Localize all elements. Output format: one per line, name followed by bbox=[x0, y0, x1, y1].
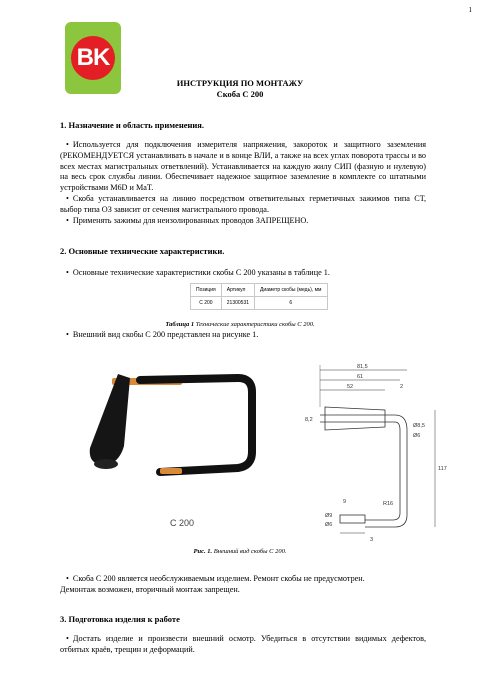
table-cell: 6 bbox=[255, 297, 327, 310]
table-header-cell: Диаметр скобы (медь), мм bbox=[255, 284, 327, 297]
section3-heading: 3. Подготовка изделия к работе bbox=[60, 614, 180, 624]
cone-tip bbox=[94, 459, 118, 469]
section2-p3-text: Скоба С 200 является необслуживаемым изделием. Ремонт скобы не предусмотрен. bbox=[72, 574, 365, 583]
page-number: 1 bbox=[468, 6, 472, 14]
section1-p3-text: Применять зажимы для неизолированных проводов ЗАПРЕЩЕНО. bbox=[72, 216, 309, 225]
bullet bbox=[60, 268, 73, 277]
table-row bbox=[191, 297, 328, 310]
drawing-cone bbox=[325, 407, 385, 430]
copper-pin-lower bbox=[160, 468, 182, 474]
section1-paragraph1 bbox=[60, 140, 426, 194]
section1-p2-text: Скоба устанавливается на линию посредством ответвительных герметичных зажимов типа СТ, выбор типа ОЗ зависит от сечения магистрального провода. bbox=[60, 194, 426, 214]
dim-label: 61 bbox=[357, 374, 364, 380]
section3-paragraph1 bbox=[60, 634, 426, 656]
figure-caption-text: Внешний вид скобы С 200. bbox=[212, 548, 287, 555]
section1-heading: 1. Назначение и область применения. bbox=[60, 120, 205, 130]
bullet bbox=[60, 330, 73, 339]
bullet bbox=[60, 140, 73, 149]
section1-paragraph2 bbox=[60, 194, 426, 216]
technical-drawing bbox=[295, 355, 455, 545]
table-header-cell: Артикул bbox=[221, 284, 254, 297]
section3-p1-text: Достать изделие и произвести внешний осмотр. Убедиться в отсутствии видимых дефектов, отбитых краёв, трещин и деформаций. bbox=[60, 634, 426, 654]
document-title: ИНСТРУКЦИЯ ПО МОНТАЖУ bbox=[176, 78, 304, 88]
table-caption-prefix: Таблица 1 bbox=[165, 321, 195, 328]
section2-heading: 2. Основные технические характеристики. bbox=[60, 246, 225, 256]
cone-cover bbox=[90, 374, 130, 464]
dim-label: R16 bbox=[383, 501, 394, 507]
section2-paragraph1 bbox=[60, 268, 426, 279]
table-cell: 21300531 bbox=[221, 297, 254, 310]
dim-label: Ø6 bbox=[325, 522, 333, 528]
table-caption-text: Технические характеристики скобы С 200. bbox=[194, 321, 315, 328]
bullet bbox=[60, 634, 73, 643]
spec-table bbox=[190, 283, 328, 310]
figure-caption bbox=[0, 548, 480, 555]
figure-caption-prefix: Рис. 1. bbox=[193, 548, 213, 555]
table-cell: С 200 bbox=[191, 297, 222, 310]
photo-label: C 200 bbox=[170, 518, 195, 528]
bullet bbox=[60, 216, 73, 225]
section2-p1-text: Основные технические характеристики скобы С 200 указаны в таблице 1. bbox=[72, 268, 330, 277]
section2-paragraph2 bbox=[60, 330, 426, 341]
logo-mark: BK bbox=[71, 36, 115, 80]
dim-label: 117 bbox=[438, 466, 447, 472]
dim-label: 2 bbox=[400, 384, 404, 390]
dim-label: Ø6 bbox=[413, 433, 421, 439]
dim-label: Ø8,5 bbox=[413, 423, 425, 429]
dim-label: 3 bbox=[370, 537, 374, 543]
document-subtitle: Скоба С 200 bbox=[216, 89, 264, 99]
dim-label: Ø9 bbox=[325, 513, 333, 519]
section2-p2-text: Внешний вид скобы С 200 представлен на рисунке 1. bbox=[72, 330, 259, 339]
section1-p1-text: Используется для подключения измерителя напряжения, закороток и защитного заземления (РЕКОМЕНДУЕТСЯ устанавливать в начале и в конце ВЛИ, а также на всех углах поворота трассы и во всех местах магистральных ответвлений). Устанавливается на каждую жилу СИП (фазную и нулевую) на весь срок службы линии. Обеспечивает надежное защитное заземление в комплекте со штатными устройствами M6D и MaT. bbox=[60, 140, 426, 193]
insulated-frame bbox=[140, 378, 252, 472]
drawing-frame bbox=[365, 415, 407, 527]
bullet bbox=[60, 574, 73, 583]
dim-label: 81,5 bbox=[357, 364, 368, 370]
dim-label: 52 bbox=[347, 384, 354, 390]
table-header-row bbox=[191, 284, 328, 297]
table-caption bbox=[0, 321, 480, 328]
bracket-photo bbox=[60, 360, 250, 530]
drawing-pin bbox=[340, 515, 365, 523]
bullet bbox=[60, 194, 73, 203]
section1-paragraph3 bbox=[60, 216, 426, 227]
section2-paragraph3 bbox=[60, 574, 426, 585]
table-header-cell: Позиция bbox=[191, 284, 222, 297]
dim-label: 8,2 bbox=[305, 417, 313, 423]
section2-paragraph4: Демонтаж возможен, вторичный монтаж запрещен. bbox=[60, 585, 240, 594]
dim-label: 9 bbox=[343, 499, 347, 505]
